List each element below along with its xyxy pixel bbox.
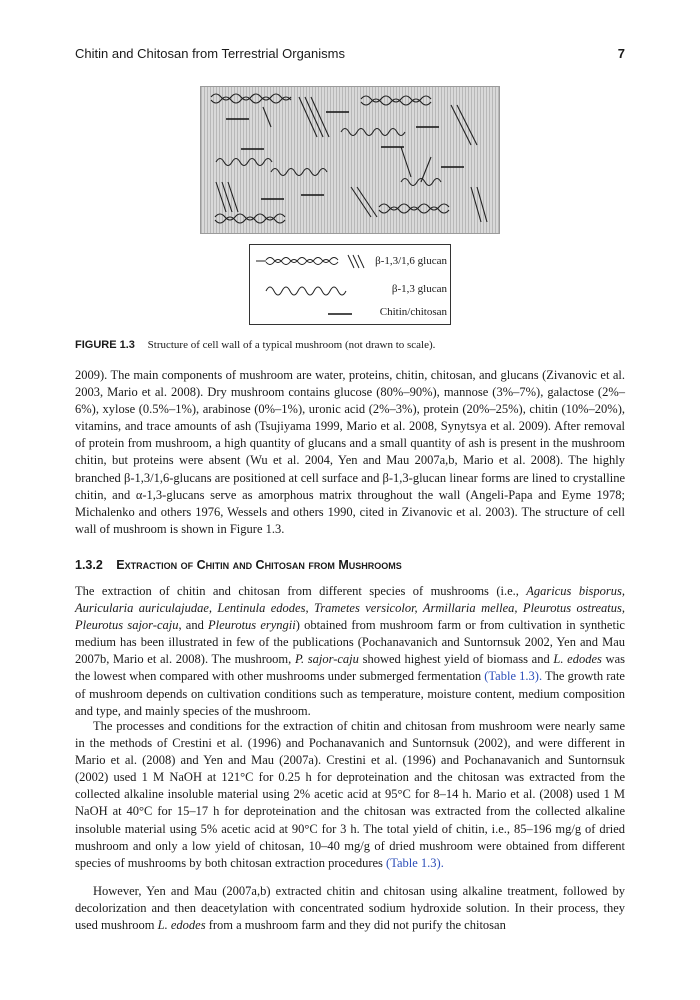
legend-label-chitin: Chitin/chitosan <box>379 306 447 318</box>
figure-caption-text: Structure of cell wall of a typical mushroom (not drawn to scale). <box>147 339 436 351</box>
p4-text-a: However, Yen and Mau (2007a,b) extracted chitin and chitosan using alkaline treatment, followed by decolorization and then deacetylation with concentrated sodium hydroxide solution. In their process, they used mushroom <box>75 884 625 933</box>
p4-text-c: from a mushroom farm and they did not purify the chitosan <box>205 918 506 933</box>
p2-text-a: The extraction of chitin and chitosan from different species of mushrooms (i.e., <box>75 584 527 598</box>
figure-legend <box>249 244 451 325</box>
figure-caption <box>75 338 635 352</box>
branched-glucan-icon <box>256 253 366 269</box>
p2-text-i: was the lowest when compared with other mushrooms under submerged fermentation <box>75 652 625 684</box>
p2-species-eryngii: Pleurotus eryngii <box>208 618 296 633</box>
legend-label-beta16: β-1,3/1,6 glucan <box>375 255 447 267</box>
running-title: Chitin and Chitosan from Terrestrial Organisms <box>75 46 345 61</box>
legend-row-beta16 <box>250 251 450 271</box>
p2-text-g: showed highest yield of biomass and <box>358 652 554 667</box>
paragraph-2 <box>75 583 625 720</box>
paragraph-1-text: 2009). The main components of mushroom are water, proteins, chitin, chitosan, and glucans (Zivanovic et al. 2003, Mario et al. 2008). Dry mushroom contains glucose (80%–90%), mannose (3%–7%), galactose (2%–6%), xylose (0.5%–1%), arabinose (0%–1%), uronic acid (2%–3%), protein (20%–25%), chitin (10%–20%), vitamins, and trace amounts of ash (Tsujiyama 1999, Mario et al. 2008, Synytsya et al. 2009). After removal of protein from mushroom, a high quantity of glucans and a small quantity of ash is present in the mushroom chitin, but proteins were absent (Wu et al. 2004, Yen and Mau 2007a,b, Mario et al. 2008). The highly branched β-1,3/1,6-glucans are positioned at cell surface and β-1,3-glucan linear forms are lined to crystalline chitin, and α-1,3-glucans serve as amorphous matrix throughout the wall (Angeli-Papa and Eyme 1978; Michalenko and others 1976, Wessels and others 1990, cited in Zivanovic et al. 2003). The structure of cell wall of mushroom is shown in Figure 1.3. <box>75 368 625 536</box>
cell-wall-diagram <box>200 86 500 234</box>
p2-text-j: The growth rate of mushroom depends on cultivation conditions such as temperature, moisture content, medium composition and type, and mainly species of the mushroom. <box>75 669 625 718</box>
figure-label: FIGURE 1.3 <box>75 339 135 351</box>
wavy-glucan-icon <box>256 281 366 297</box>
paragraph-3 <box>75 718 625 872</box>
legend-label-beta13: β-1,3 glucan <box>391 283 447 295</box>
table-link[interactable]: (Table 1.3). <box>386 855 444 870</box>
paragraph-4 <box>75 883 625 934</box>
p2-text-e: ) obtained from mushroom farm or from cultivation in synthetic medium has been illustrated in few of the publications (Pochanavanich and Suntornsuk 2002, Yen and Mau 2007b, Mario et al. 2008). The mushroom, <box>75 618 625 667</box>
chitin-rod-icon <box>256 304 366 320</box>
p3-text: The processes and conditions for the extraction of chitin and chitosan from mushroom were nearly same in the methods of Crestini et al. (1996) and Pochanavanich and Suntornsuk (2002), and were different in Mario et al. (2008) and Yen and Mau (2007a). Crestini et al. (1996) and Pochanavanich and Suntornsuk (2002) used 1 M NaOH at 121°C for 0.25 h for deproteination and the chitosan was extracted from the collected alkaline insoluble material using 2% acetic acid at 95°C for 8–14 h. Mario et al. (2008) used 1 M NaOH at 40°C for 15–17 h for deproteination and the chitosan was extracted from the collected alkaline insoluble material using 5% acetic acid at 90°C for 3 h. The total yield of chitin, i.e., 85–196 mg/g of dried mushroom and only a low yield of chitosan, 10–40 mg/g of dried mushroom were obtained from different species of mushrooms by both chitosan extraction procedures <box>75 719 625 870</box>
legend-row-beta13 <box>250 279 450 299</box>
table-link[interactable]: (Table 1.3). <box>484 669 543 684</box>
cell-wall-diagram-drawing <box>201 87 499 233</box>
page-number: 7 <box>617 46 625 61</box>
p2-species-sajor: P. sajor-caju <box>294 652 359 667</box>
p4-species-edodes: L. edodes <box>157 918 206 933</box>
section-title: Extraction of Chitin and Chitosan from Mushrooms <box>116 558 402 572</box>
p2-species-edodes: L. edodes <box>553 652 602 667</box>
p2-text-c: , and <box>178 618 209 633</box>
section-number: 1.3.2 <box>75 558 103 572</box>
section-heading <box>75 558 625 576</box>
paragraph-1 <box>75 367 625 538</box>
running-header <box>75 46 625 64</box>
p2-species-list: Agaricus bisporus, Auricularia auriculajudae, Lentinula edodes, Trametes versicolor, Armillaria mellea, Pleurotus ostreatus, Pleurotus sajor-caju <box>75 584 626 633</box>
legend-row-chitin <box>250 302 450 322</box>
